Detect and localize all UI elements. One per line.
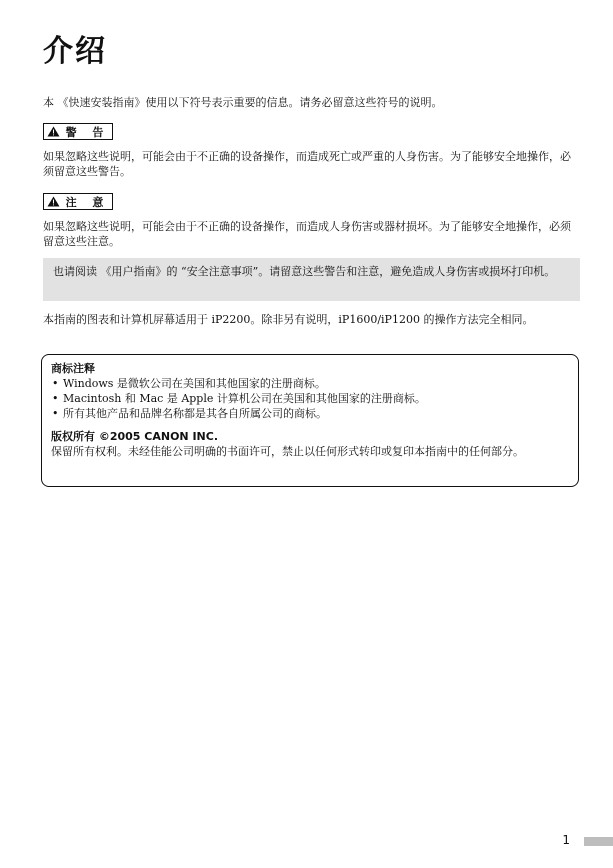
trademark-item: • Windows 是微软公司在美国和其他国家的注册商标。 [52, 377, 326, 390]
page-tab-bar [584, 837, 613, 846]
caution-triangle-icon [47, 196, 60, 207]
warning-triangle-icon [47, 126, 60, 137]
page-number: 1 [562, 833, 570, 847]
caution-text: 如果忽略这些说明，可能会由于不正确的设备操作，而造成人身伤害或器材损坏。为了能够安全地操作，必须留意这些注意。 [43, 220, 571, 248]
warning-label-text: 警 告 [65, 125, 110, 139]
copyright-heading: 版权所有 ©2005 CANON INC. [51, 430, 219, 443]
trademark-list [51, 376, 569, 421]
page-title: 介绍 [43, 34, 107, 69]
warning-text: 如果忽略这些说明，可能会由于不正确的设备操作，而造成死亡或严重的人身伤害。为了能够安全地操作，必须留意这些警告。 [43, 150, 571, 178]
trademark-box [41, 354, 579, 487]
trademark-item: • Macintosh 和 Mac 是 Apple 计算机公司在美国和其他国家的注册商标。 [52, 392, 426, 405]
caution-label [43, 193, 113, 210]
applicability-text: 本指南的图表和计算机屏幕适用于 iP2200。除非另有说明，iP1600/iP1200 的操作方法完全相同。 [43, 313, 534, 326]
trademark-heading: 商标注释 [51, 362, 95, 375]
trademark-item: • 所有其他产品和品牌名称都是其各自所属公司的商标。 [52, 407, 327, 420]
intro-text: 本 《快速安装指南》使用以下符号表示重要的信息。请务必留意这些符号的说明。 [43, 96, 443, 109]
caution-label-text: 注 意 [65, 195, 110, 209]
copyright-text: 保留所有权利。未经佳能公司明确的书面许可，禁止以任何形式转印或复印本指南中的任何部分。 [51, 445, 524, 458]
user-guide-note: 也请阅读 《用户指南》的 “安全注意事项”。请留意这些警告和注意，避免造成人身伤害或损坏打印机。 [43, 258, 580, 301]
warning-label [43, 123, 113, 140]
